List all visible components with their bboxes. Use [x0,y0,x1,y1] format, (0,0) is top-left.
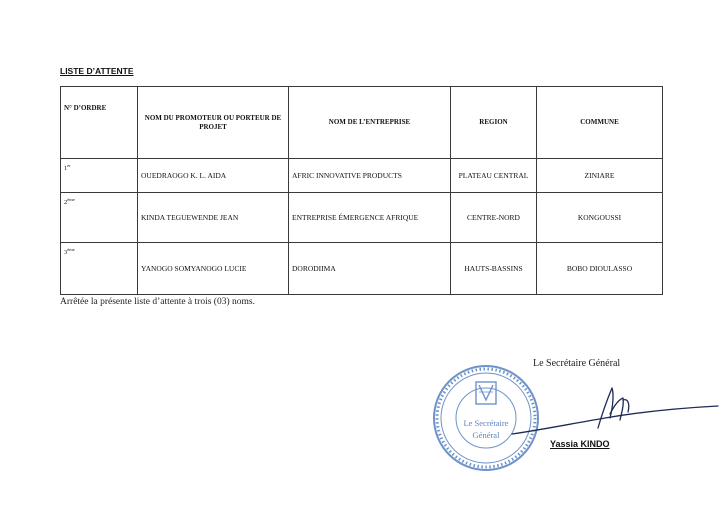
cell-entreprise: AFRIC INNOVATIVE PRODUCTS [289,159,451,193]
cell-order: 1er [61,159,138,193]
cell-order: 2ème [61,193,138,243]
cell-region: HAUTS-BASSINS [451,243,537,295]
header-region: REGION [451,87,537,159]
waiting-list-table [60,86,663,295]
cell-order: 3ème [61,243,138,295]
header-entreprise: NOM DE L’ENTREPRISE [289,87,451,159]
cell-promoteur: OUEDRAOGO K. L. AIDA [138,159,289,193]
header-order: N° D’ORDRE [61,87,138,159]
cell-commune: BOBO DIOULASSO [537,243,663,295]
signatory-name: Yassia KINDO [550,439,610,449]
signature-icon [510,384,720,444]
cell-entreprise: DORODIIMA [289,243,451,295]
signatory-title: Le Secrétaire Général [533,358,621,369]
stamp-line-2: Général [472,430,500,440]
cell-commune: ZINIARE [537,159,663,193]
list-title: LISTE D’ATTENTE [60,66,134,76]
cell-promoteur: YANOGO SOMYANOGO LUCIE [138,243,289,295]
header-commune: COMMUNE [537,87,663,159]
cell-commune: KONGOUSSI [537,193,663,243]
table-header-row [61,87,663,159]
cell-promoteur: KINDA TEGUEWENDE JEAN [138,193,289,243]
header-promoteur: NOM DU PROMOTEUR OU PORTEUR DE PROJET [138,87,289,159]
table-row [61,243,663,295]
stamp-line-1: Le Secrétaire [463,418,509,428]
cell-region: CENTRE-NORD [451,193,537,243]
table-row [61,193,663,243]
closing-note: Arrêtée la présente liste d’attente à trois (03) noms. [60,297,255,307]
cell-region: PLATEAU CENTRAL [451,159,537,193]
stamp-center-text [463,418,508,440]
table-row [61,159,663,193]
cell-entreprise: ENTREPRISE ÉMERGENCE AFRIQUE [289,193,451,243]
